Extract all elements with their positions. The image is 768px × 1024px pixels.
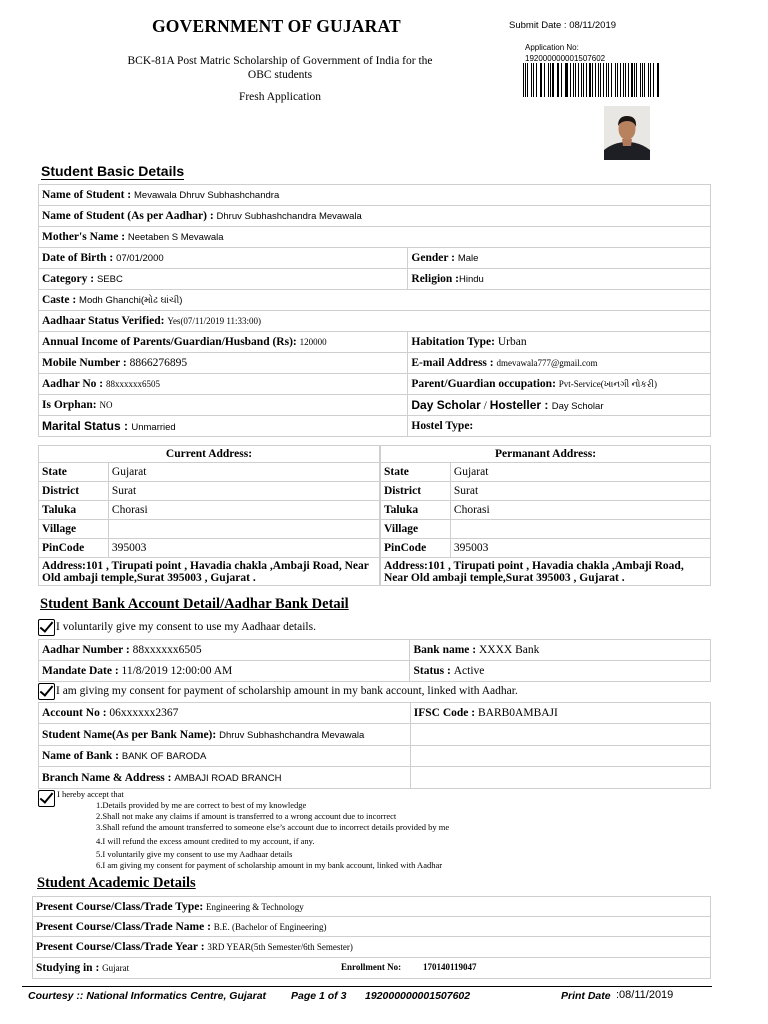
- religion: Hindu: [459, 274, 484, 285]
- habitation-type: Urban: [497, 336, 527, 348]
- barcode-image: [523, 63, 661, 97]
- barcode-bar: [581, 63, 582, 97]
- barcode-bar: [533, 63, 534, 97]
- aadhar-name-label: Name of Student (As per Aadhar) :: [42, 210, 217, 222]
- barcode-bar: [583, 63, 584, 97]
- bank-aadhar-table: [38, 639, 711, 682]
- orphan-label: Is Orphan:: [42, 399, 100, 411]
- mandate-status: Active: [453, 665, 485, 677]
- barcode-bar: [561, 63, 562, 97]
- current-address-table: [38, 445, 380, 586]
- payment-consent-text: I am giving my consent for payment of scholarship amount in my bank account, linked with Aadhar.: [56, 685, 518, 698]
- barcode-bar: [586, 63, 587, 97]
- course-type: Engineering & Technology: [206, 901, 304, 912]
- barcode-bar: [623, 63, 624, 97]
- academic-details-heading: Student Academic Details: [37, 875, 196, 891]
- barcode-bar: [658, 63, 659, 97]
- barcode-bar: [566, 63, 567, 97]
- declaration-item: 2.Shall not make any claims if amount is transferred to a wrong account due to incorrect: [96, 811, 397, 821]
- barcode-bar: [600, 63, 601, 97]
- caste: Modh Ghanchi(મોઢ ઘાંચી): [79, 295, 183, 306]
- dob: 07/01/2000: [116, 253, 164, 264]
- course-name-label: Present Course/Class/Trade Name :: [36, 920, 214, 933]
- account-holder-label: Student Name(As per Bank Name):: [42, 728, 220, 741]
- scheme-title: [100, 54, 460, 82]
- footer-application-no: 192000000001507602: [365, 990, 471, 1002]
- application-no: 192000000001507602: [525, 54, 606, 63]
- current-taluka-label: Taluka: [39, 501, 109, 520]
- hostel-type-label: Hostel Type:: [411, 420, 474, 432]
- aadhaar-consent-row: [38, 619, 316, 636]
- declaration-checkbox[interactable]: [38, 790, 55, 807]
- barcode-bar: [603, 63, 604, 97]
- current-village-label: Village: [39, 520, 109, 539]
- barcode-bar: [611, 63, 612, 97]
- permanent-address-heading: Permanant Address:: [381, 446, 711, 463]
- barcode-bar: [544, 63, 545, 97]
- student-photo: [604, 106, 650, 160]
- barcode-bar: [598, 63, 599, 97]
- permanent-village-label: Village: [381, 520, 451, 539]
- permanent-district: Surat: [450, 482, 710, 501]
- submit-date: Submit Date : 08/11/2019: [509, 20, 617, 31]
- aadhaar-consent-checkbox[interactable]: [38, 619, 55, 636]
- barcode-bar: [631, 63, 632, 97]
- basic-details-heading: Student Basic Details: [41, 163, 185, 179]
- aadhar-name: Dhruv Subhashchandra Mevawala: [216, 211, 362, 222]
- barcode-bar: [536, 63, 537, 97]
- permanent-address-table: [380, 445, 711, 586]
- branch-label: Branch Name & Address :: [42, 771, 175, 784]
- category-label: Category :: [42, 273, 97, 285]
- barcode-bar: [644, 63, 645, 97]
- footer-print-label: Print Date: [561, 990, 611, 1002]
- document-title: GOVERNMENT OF GUJARAT: [152, 16, 401, 36]
- academic-table: [32, 896, 711, 979]
- current-state: Gujarat: [108, 463, 379, 482]
- enrollment-no: 170140119047: [423, 962, 477, 972]
- declaration-intro: I hereby accept that: [57, 789, 124, 799]
- bank-account-table: [38, 702, 711, 789]
- enrollment-label: Enrollment No:: [341, 962, 402, 972]
- aadhaar-consent-text: I voluntarily give my consent to use my Aadhaar details.: [56, 621, 316, 634]
- scholar-type: Day Scholar: [551, 401, 604, 412]
- declaration-item: 3.Shall refund the amount transferred to someone else’s account due to incorrect details provided by me: [96, 822, 450, 832]
- aadhar-no: 88xxxxxx6505: [106, 379, 161, 389]
- gender: Male: [457, 253, 479, 264]
- account-no-label: Account No :: [42, 707, 110, 719]
- barcode-bar: [628, 63, 629, 97]
- bank: BANK OF BARODA: [121, 751, 207, 762]
- footer-courtesy: Courtesy :: National Informatics Centre, Gujarat: [28, 990, 267, 1002]
- barcode-bar: [634, 63, 635, 97]
- footer-print-date: :08/11/2019: [616, 989, 674, 1001]
- declaration-item: 4.I will refund the excess amount credited to my account, if any.: [96, 836, 315, 846]
- student-name: Mevawala Dhruv Subhashchandra: [134, 190, 280, 201]
- barcode-bar: [540, 63, 541, 97]
- category: SEBC: [96, 274, 123, 285]
- student-name-label: Name of Student :: [42, 189, 134, 201]
- barcode-bar: [653, 63, 654, 97]
- footer-page: Page 1 of 3: [291, 990, 347, 1002]
- basic-details-table: [38, 184, 711, 437]
- email-address: dmevawala777@gmail.com: [496, 358, 598, 368]
- current-pincode: 395003: [108, 539, 379, 558]
- declaration-item: 5.I voluntarily give my consent to use my Aadhaar details: [96, 849, 293, 859]
- barcode-bar: [525, 63, 526, 97]
- current-village: [108, 520, 379, 539]
- annual-income: 120000: [299, 337, 327, 347]
- barcode-bar: [642, 63, 643, 97]
- barcode-bar: [650, 63, 651, 97]
- income-label: Annual Income of Parents/Guardian/Husband (Rs):: [42, 336, 300, 348]
- mother-name: Neetaben S Mevawala: [127, 232, 224, 243]
- current-district: Surat: [108, 482, 379, 501]
- barcode-bar: [552, 63, 553, 97]
- mandate-date-label: Mandate Date :: [42, 665, 122, 677]
- barcode-bar: [620, 63, 621, 97]
- barcode-bar: [550, 63, 551, 97]
- barcode-bar: [541, 63, 542, 97]
- declaration-item: 1.Details provided by me are correct to best of my knowledge: [96, 800, 307, 810]
- barcode-bar: [558, 63, 559, 97]
- permanent-state-label: State: [381, 463, 451, 482]
- occupation-label: Parent/Guardian occupation:: [411, 378, 559, 390]
- barcode-bar: [617, 63, 618, 97]
- barcode-bar: [657, 63, 658, 97]
- hosteller-label: Hosteller :: [489, 398, 552, 412]
- course-type-label: Present Course/Class/Trade Type:: [36, 900, 207, 913]
- scheme-title-line2: OBC students: [247, 69, 313, 81]
- mobile-label: Mobile Number :: [42, 357, 130, 369]
- declaration-checkbox-wrap: [38, 789, 56, 807]
- religion-label: Religion :: [411, 273, 459, 285]
- guardian-occupation: Pvt-Service(ખાનગી નોકરી): [558, 379, 658, 389]
- barcode-bar: [648, 63, 649, 97]
- mother-name-label: Mother's Name :: [42, 231, 128, 243]
- permanent-full-address: Address:101 , Tirupati point , Havadia chakla ,Ambaji Road, Near Old ambaji temple,Surat 395003 , Gujarat .: [381, 558, 711, 586]
- bank-aadhar-number: 88xxxxxx6505: [132, 644, 202, 656]
- barcode-bar: [578, 63, 579, 97]
- marital-label: Marital Status :: [42, 419, 132, 433]
- gender-label: Gender :: [411, 252, 458, 264]
- mandate-date: 11/8/2019 12:00:00 AM: [121, 665, 233, 677]
- permanent-pincode-label: PinCode: [381, 539, 451, 558]
- aadhar-no-label: Aadhar No :: [42, 378, 107, 390]
- branch: AMBAJI ROAD BRANCH: [174, 772, 282, 784]
- marital-status: Unmarried: [131, 422, 176, 433]
- barcode-bar: [527, 63, 528, 97]
- mandate-status-label: Status :: [413, 665, 454, 677]
- current-state-label: State: [39, 463, 109, 482]
- barcode-bar: [575, 63, 576, 97]
- aadhaar-status-label: Aadhaar Status Verified:: [42, 315, 168, 327]
- current-taluka: Chorasi: [108, 501, 379, 520]
- email-label: E-mail Address :: [411, 357, 497, 369]
- barcode-bar: [570, 63, 571, 97]
- application-no-label: Application No:: [525, 43, 579, 52]
- current-full-address: Address:101 , Tirupati point , Havadia chakla ,Ambaji Road, Near Old ambaji temple,Surat 395003 , Gujarat .: [39, 558, 380, 586]
- barcode-bar: [615, 63, 616, 97]
- barcode-bar: [557, 63, 558, 97]
- permanent-taluka-label: Taluka: [381, 501, 451, 520]
- barcode-bar: [589, 63, 590, 97]
- studying-in: Gujarat: [102, 963, 130, 973]
- permanent-district-label: District: [381, 482, 451, 501]
- permanent-taluka: Chorasi: [450, 501, 710, 520]
- permanent-pincode: 395003: [450, 539, 710, 558]
- course-year-label: Present Course/Class/Trade Year :: [36, 941, 208, 953]
- barcode-bar: [531, 63, 532, 97]
- current-district-label: District: [39, 482, 109, 501]
- barcode-bar: [640, 63, 641, 97]
- payment-consent-row: [38, 683, 518, 700]
- scheme-title-line1: BCK-81A Post Matric Scholarship of Government of India for the: [127, 55, 433, 67]
- barcode-bar: [625, 63, 626, 97]
- bank-name: XXXX Bank: [478, 644, 540, 656]
- current-pincode-label: PinCode: [39, 539, 109, 558]
- barcode-bar: [592, 63, 593, 97]
- ifsc-label: IFSC Code :: [413, 707, 478, 719]
- bank-aadhar-number-label: Aadhar Number :: [42, 644, 133, 656]
- ifsc-code: BARB0AMBAJI: [477, 707, 558, 719]
- aadhaar-status: Yes(07/11/2019 11:33:00): [167, 316, 262, 326]
- course-year: 3RD YEAR(5th Semester/6th Semester): [207, 942, 353, 952]
- habitation-label: Habitation Type:: [411, 336, 498, 348]
- barcode-bar: [548, 63, 549, 97]
- bank-name-label: Bank name :: [413, 644, 479, 656]
- declaration-item: 6.I am giving my consent for payment of scholarship amount in my bank account, linked with Aadhar: [96, 860, 443, 870]
- payment-consent-checkbox[interactable]: [38, 683, 55, 700]
- studying-in-label: Studying in :: [36, 962, 103, 974]
- barcode-bar: [565, 63, 566, 97]
- barcode-bar: [573, 63, 574, 97]
- dob-label: Date of Birth :: [42, 252, 117, 264]
- account-no: 06xxxxxx2367: [109, 707, 179, 719]
- application-type: Fresh Application: [238, 91, 322, 103]
- barcode-bar: [636, 63, 637, 97]
- course-name: B.E. (Bachelor of Engineering): [213, 921, 327, 932]
- footer-divider: [22, 986, 712, 987]
- mobile-number: 8866276895: [129, 357, 188, 369]
- barcode-bar: [606, 63, 607, 97]
- barcode-bar: [608, 63, 609, 97]
- barcode-bar: [595, 63, 596, 97]
- account-holder: Dhruv Subhashchandra Mevawala: [219, 729, 365, 741]
- current-address-heading: Current Address:: [39, 446, 380, 463]
- permanent-village: [450, 520, 710, 539]
- caste-label: Caste :: [42, 294, 80, 306]
- day-scholar-label: Day Scholar: [411, 398, 481, 412]
- bank-label: Name of Bank :: [42, 750, 122, 762]
- permanent-state: Gujarat: [450, 463, 710, 482]
- bank-details-heading: Student Bank Account Detail/Aadhar Bank Detail: [40, 596, 349, 612]
- scholar-separator: /: [480, 400, 490, 412]
- is-orphan: NO: [99, 400, 113, 410]
- barcode-bar: [523, 63, 524, 97]
